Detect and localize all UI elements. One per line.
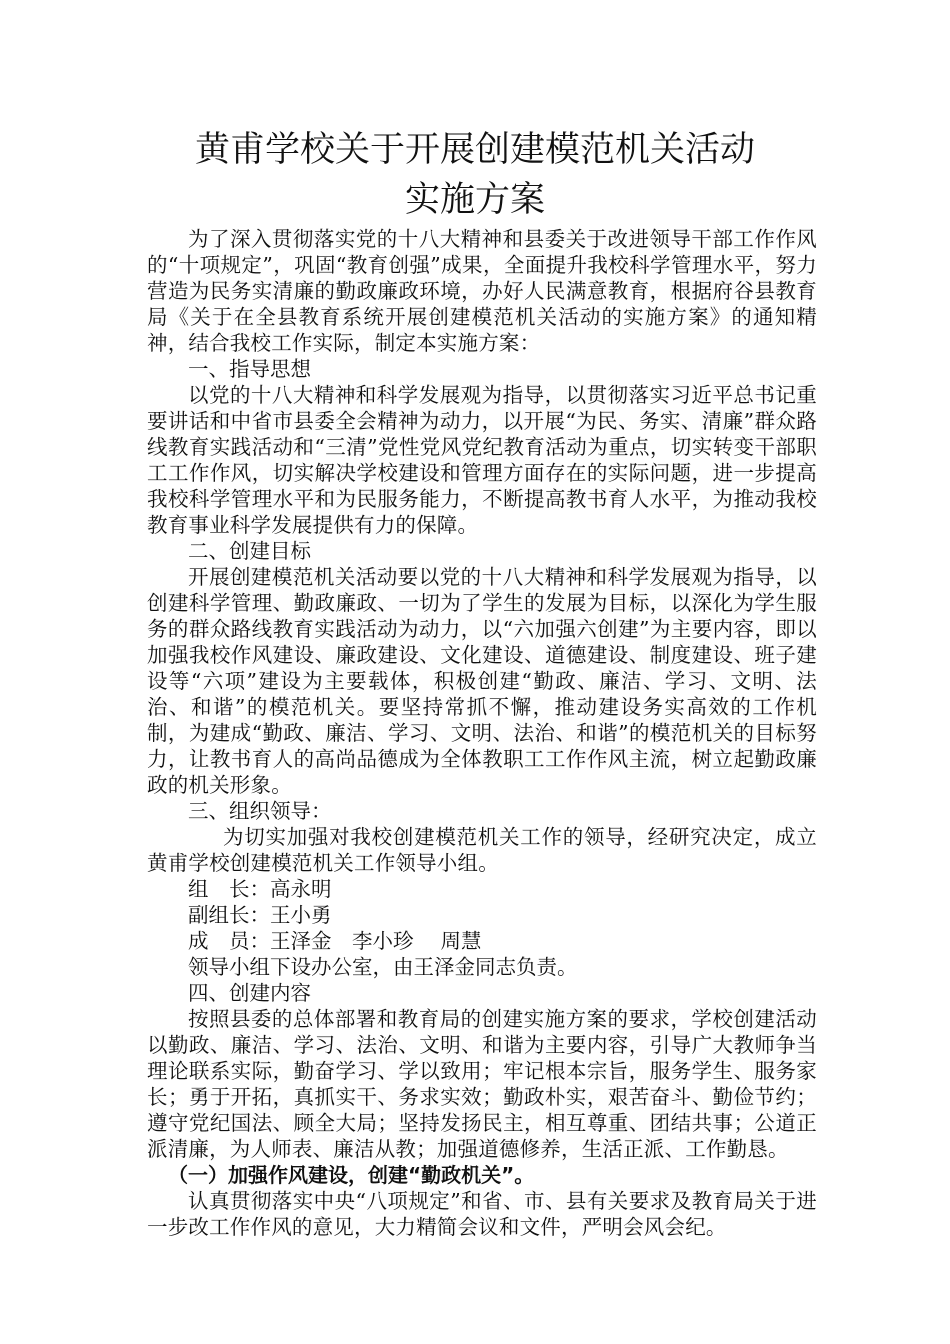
section-text-leadership: 为切实加强对我校创建模范机关工作的领导，经研究决定，成立黄甫学校创建模范机关工作领导小组。 — [147, 825, 817, 875]
section-text-guiding-ideology: 以党的十八大精神和科学发展观为指导，以贯彻落实习近平总书记重要讲话和中省市县委全会精神为动力，以开展“为民、务实、清廉”群众路线教育实践活动和“三清”党性党风党纪教育活动为重点，切实转变干部职工工作作风，切实解决学校建设和管理方面存在的实际问题，进一步提高我校科学管理水平和为民服务能力，不断提高教书育人水平，为推动我校教育事业科学发展提供有力的保障。 — [147, 383, 817, 537]
section-heading-goals: 二、创建目标 — [188, 539, 311, 563]
subsection-text-work-style: 认真贯彻落实中央“八项规定”和省、市、县有关要求及教育局关于进一步改工作作风的意见，大力精简会议和文件，严明会风会纪。 — [147, 1189, 817, 1239]
document-title-line2: 实施方案 — [404, 180, 545, 220]
section-text-goals: 开展创建模范机关活动要以党的十八大精神和科学发展观为指导，以创建科学管理、勤政廉政、一切为了学生的发展为目标，以深化为学生服务的群众路线教育实践活动为动力，以“六加强六创建”为主要内容，即以加强我校作风建设、廉政建设、文化建设、道德建设、制度建设、班子建设等“六项”建设为主要载体，积极创建“勤政、廉洁、学习、文明、法治、和谐”的模范机关。要坚持常抓不懈，推动建设务实高效的工作机制，为建成“勤政、廉洁、学习、文明、法治、和谐”的模范机关的目标努力，让教书育人的高尚品德成为全体教职工工作作风主流，树立起勤政廉政的机关形象。 — [147, 565, 817, 797]
office-line: 领导小组下设办公室，由王泽金同志负责。 — [188, 955, 578, 979]
intro-paragraph: 为了深入贯彻落实党的十八大精神和县委关于改进领导干部工作作风的“十项规定”，巩固“教育创强”成果，全面提升我校科学管理水平，努力营造为民务实清廉的勤政廉政环境，办好人民满意教育，根据府谷县教育局《关于在全县教育系统开展创建模范机关活动的实施方案》的通知精神，结合我校工作实际，制定本实施方案： — [147, 227, 817, 355]
deputy-leader-line: 副组长：王小勇 — [188, 903, 332, 927]
section-text-content: 按照县委的总体部署和教育局的创建实施方案的要求，学校创建活动以勤政、廉洁、学习、法治、文明、和谐为主要内容，引导广大教师争当理论联系实际，勤奋学习、学以致用；牢记根本宗旨，服务学生、服务家长；勇于开拓，真抓实干、务求实效；勤政朴实，艰苦奋斗、勤俭节约；遵守党纪国法、顾全大局；坚持发扬民主，相互尊重、团结共事；公道正派清廉，为人师表、廉洁从教；加强道德修养，生活正派、工作勤恳。 — [147, 1007, 817, 1161]
leader-line: 组 长：高永明 — [188, 877, 332, 901]
document-title-line1: 黄甫学校关于开展创建模范机关活动 — [194, 130, 755, 170]
section-heading-leadership: 三、组织领导： — [188, 799, 332, 823]
section-heading-guiding-ideology: 一、指导思想 — [188, 357, 311, 381]
document-body — [147, 226, 817, 1240]
members-line: 成 员：王泽金 李小珍 周慧 — [188, 929, 482, 953]
section-heading-content: 四、创建内容 — [188, 981, 311, 1005]
subsection-heading-work-style: （一）加强作风建设，创建“勤政机关”。 — [168, 1163, 535, 1187]
